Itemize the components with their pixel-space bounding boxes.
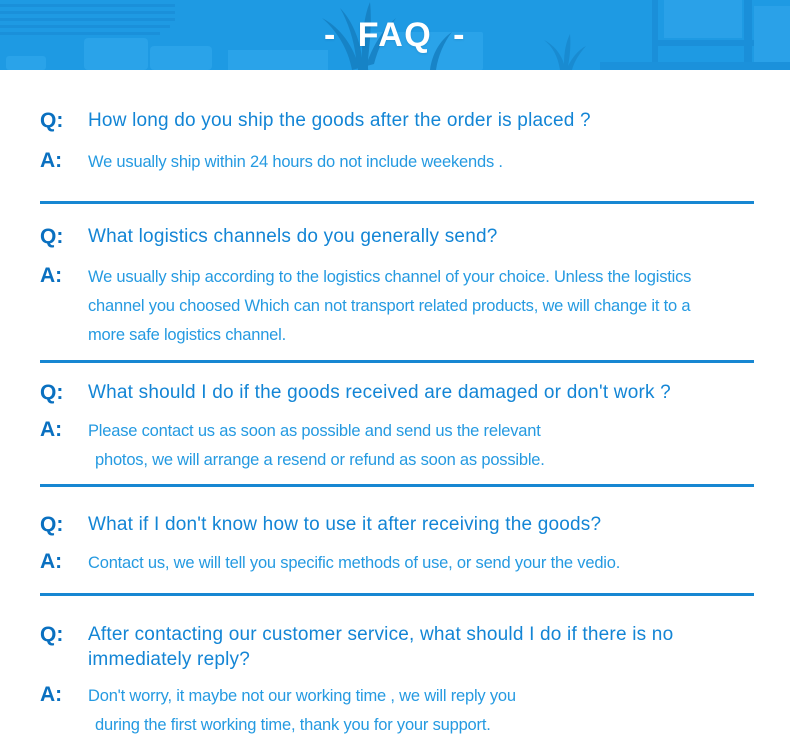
question-row [40, 108, 754, 134]
q-label: Q: [40, 225, 64, 248]
q-label: Q: [40, 381, 64, 404]
question-row [40, 380, 754, 406]
answer-text: Don't worry, it maybe not our working time , we will reply you during the first working time, thank you for your support. [88, 687, 516, 734]
faq-list [0, 70, 790, 740]
a-label: A: [40, 550, 63, 573]
faq-item-4 [40, 487, 754, 596]
answer-row [40, 148, 754, 177]
question-text: What if I don't know how to use it after receiving the goods? [88, 514, 602, 535]
answer-text: We usually ship within 24 hours do not include weekends . [88, 153, 503, 171]
answer-row [40, 263, 754, 350]
q-label: Q: [40, 623, 64, 646]
question-row [40, 622, 754, 672]
faq-item-1 [40, 70, 754, 204]
question-text: How long do you ship the goods after the order is placed ? [88, 110, 591, 131]
question-text: After contacting our customer service, what should I do if there is no immediately reply? [88, 624, 674, 670]
answer-text: Please contact us as soon as possible and send us the relevant photos, we will arrange a resend or refund as soon as possible. [88, 422, 545, 469]
q-label: Q: [40, 109, 64, 132]
a-label: A: [40, 683, 63, 706]
faq-item-2 [40, 204, 754, 363]
faq-item-5 [40, 596, 754, 740]
question-row [40, 224, 754, 250]
answer-row [40, 549, 754, 578]
faq-banner [0, 0, 790, 70]
faq-item-3 [40, 363, 754, 487]
answer-text: Contact us, we will tell you specific methods of use, or send your the vedio. [88, 554, 621, 572]
question-row [40, 512, 754, 538]
answer-row [40, 417, 754, 475]
q-label: Q: [40, 513, 64, 536]
a-label: A: [40, 149, 63, 172]
page-title: - FAQ - [324, 15, 466, 54]
question-text: What should I do if the goods received are damaged or don't work ? [88, 382, 671, 403]
a-label: A: [40, 264, 63, 287]
answer-text: We usually ship according to the logistics channel of your choice. Unless the logistics channel you choosed Which can not transport related products, we will change it to a more safe logistics channel. [88, 268, 692, 344]
answer-row [40, 682, 754, 740]
question-text: What logistics channels do you generally send? [88, 226, 498, 247]
a-label: A: [40, 418, 63, 441]
